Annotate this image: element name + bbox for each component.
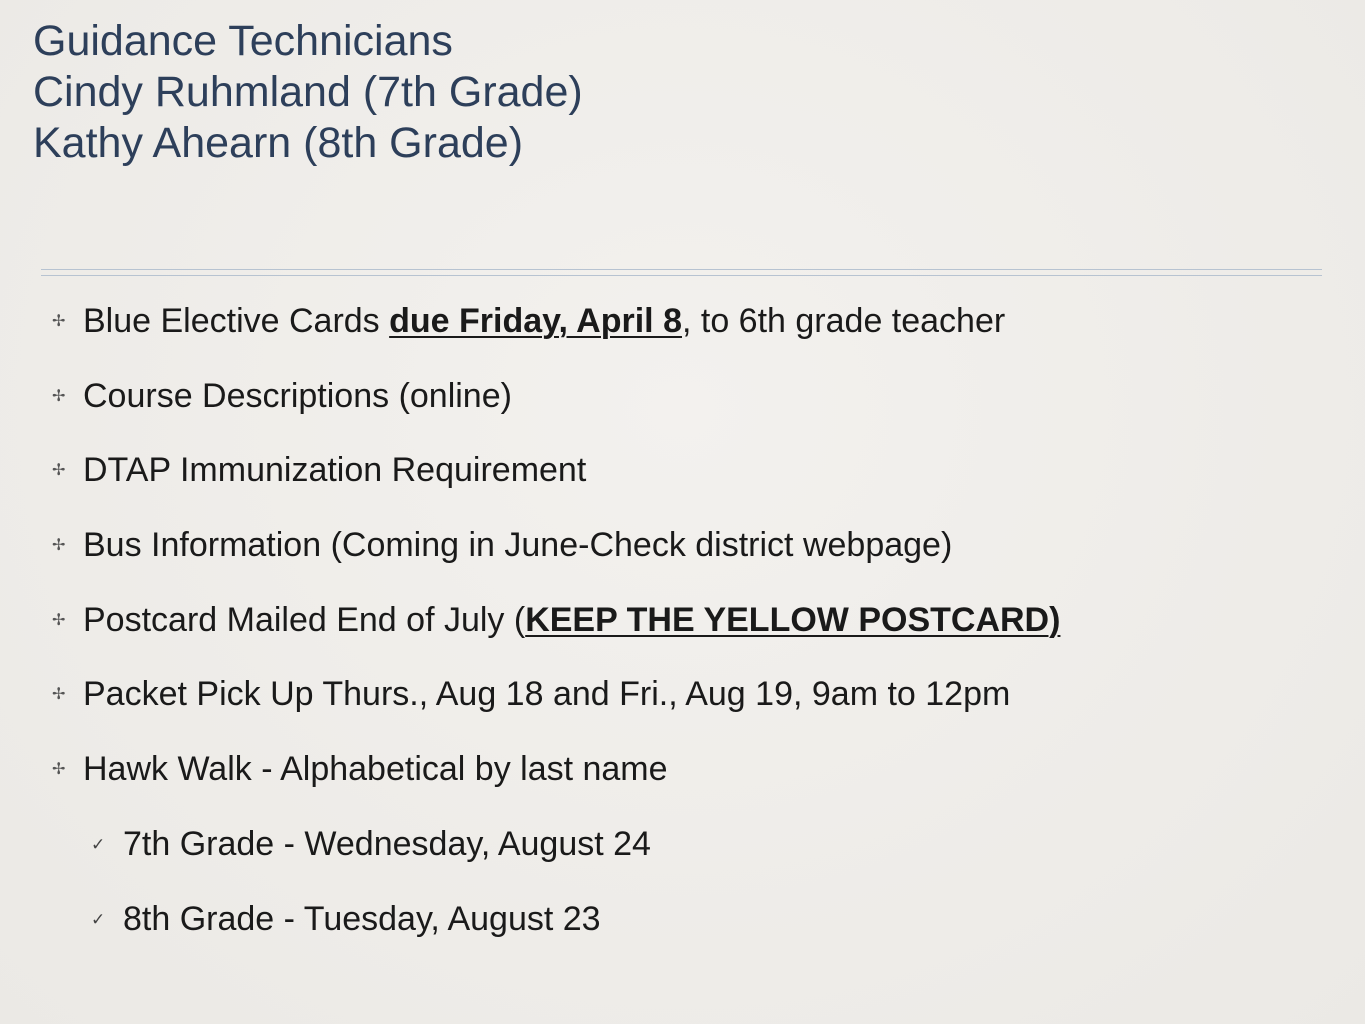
checkmark-icon: ✓ <box>91 834 106 854</box>
title-heading: Guidance Technicians <box>33 17 453 65</box>
four-point-star-icon: ✢ <box>52 611 66 629</box>
bullet-text: Course Descriptions (online) <box>83 376 512 415</box>
bullet-item-bus-information <box>0 520 1365 595</box>
four-point-star-icon: ✢ <box>52 761 66 779</box>
bullet-item-hawk-walk <box>0 744 1365 819</box>
bullet-text: DTAP Immunization Requirement <box>83 451 587 490</box>
sub-bullet-text: 8th Grade - Tuesday, August 23 <box>123 899 601 938</box>
four-point-star-icon: ✢ <box>52 313 66 330</box>
title-technician-7th: Cindy Ruhmland (7th Grade) <box>33 68 583 116</box>
checkmark-icon: ✓ <box>91 909 106 929</box>
bullet-text-after: , to 6th grade teacher <box>681 302 1006 340</box>
sub-bullet-text: 7th Grade - Wednesday, August 24 <box>123 824 651 863</box>
bullet-text-before: Postcard Mailed End of July ( <box>83 600 526 639</box>
sub-bullet-item-8th-grade <box>0 894 1365 969</box>
due-date-emphasis: due Friday, April 8 <box>389 302 682 340</box>
four-point-star-icon: ✢ <box>52 537 66 555</box>
bullet-text: Hawk Walk - Alphabetical by last name <box>83 750 668 789</box>
bullet-text <box>83 595 1060 645</box>
sub-bullet-item-7th-grade <box>0 819 1365 894</box>
bullet-text: Bus Information (Coming in June-Check district webpage) <box>83 526 953 565</box>
four-point-star-icon: ✢ <box>52 462 66 480</box>
bullet-item-packet-pickup <box>0 669 1365 744</box>
title-divider <box>41 269 1322 276</box>
four-point-star-icon: ✢ <box>52 686 66 704</box>
bullet-item-postcard <box>0 595 1365 670</box>
bullet-text: Packet Pick Up Thurs., Aug 18 and Fri., Aug 19, 9am to 12pm <box>83 675 1011 714</box>
bullet-item-elective-cards <box>0 296 1365 371</box>
bullet-item-dtap <box>0 445 1365 520</box>
title-technician-8th: Kathy Ahearn (8th Grade) <box>33 119 524 167</box>
slide-title <box>33 16 583 169</box>
bullet-text-before: Blue Elective Cards <box>83 302 390 340</box>
bullet-list <box>0 296 1365 968</box>
bullet-item-course-descriptions <box>0 371 1365 446</box>
four-point-star-icon: ✢ <box>52 387 66 405</box>
bullet-text <box>83 296 1005 346</box>
postcard-emphasis: KEEP THE YELLOW POSTCARD) <box>525 600 1061 639</box>
